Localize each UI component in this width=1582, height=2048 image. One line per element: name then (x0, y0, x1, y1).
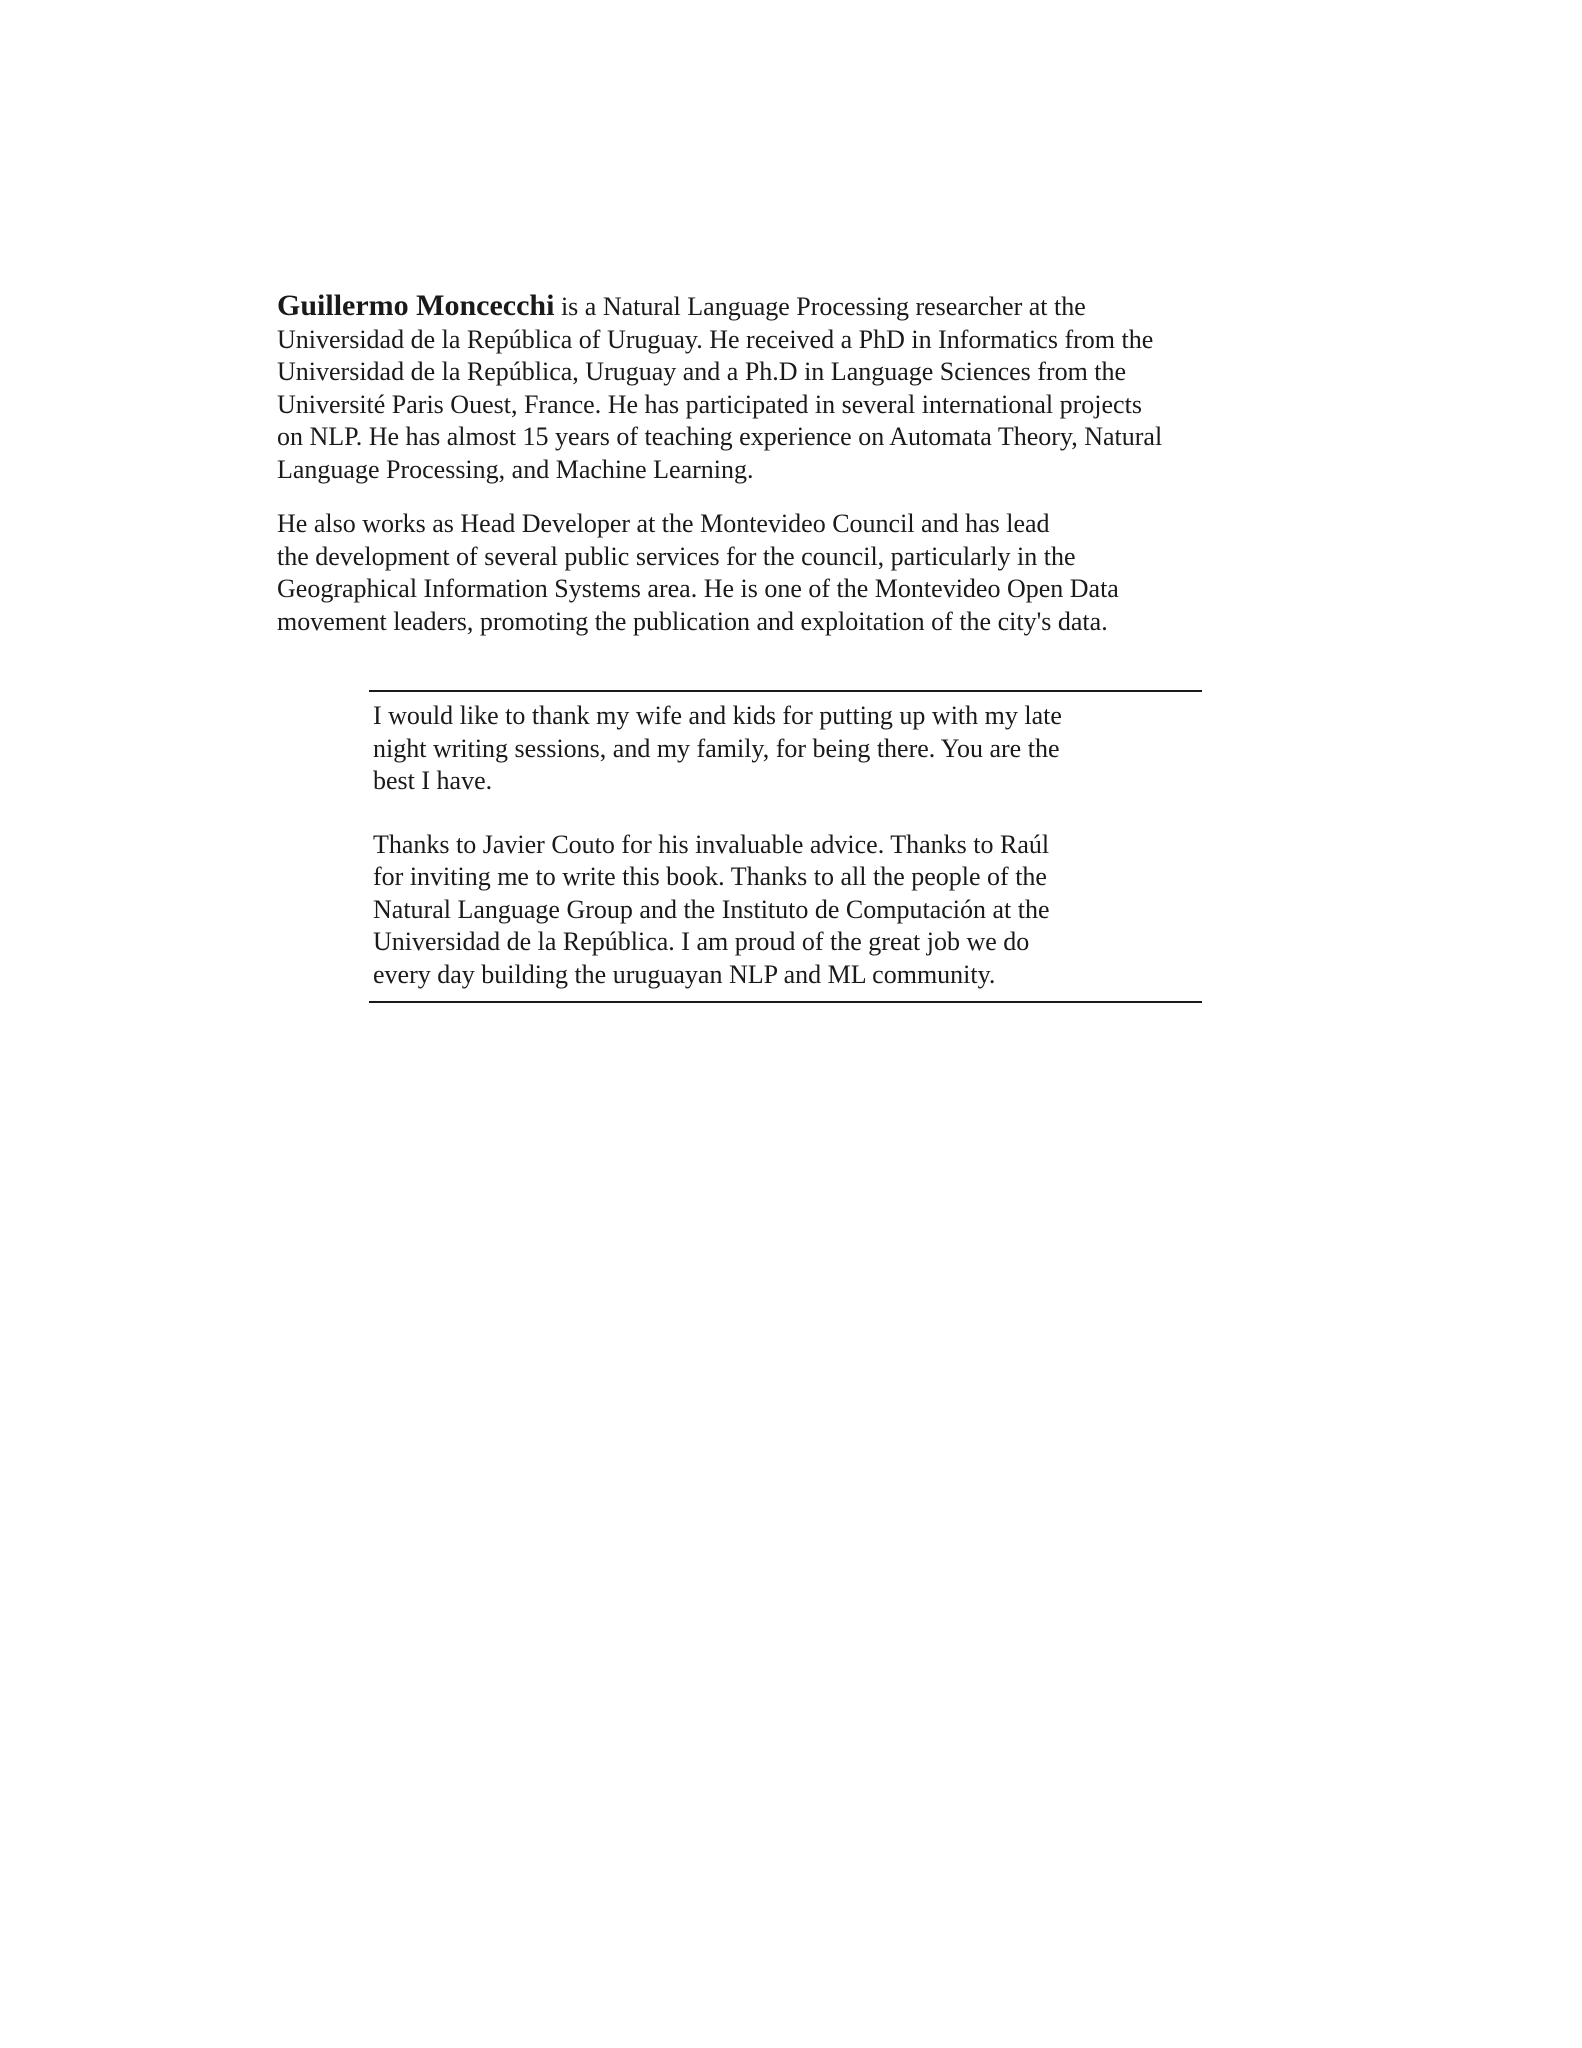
acknowledgments-line: I would like to thank my wife and kids for putting up with my late (373, 701, 1062, 730)
bio-line: the development of several public services for the council, particularly in the (277, 541, 1076, 571)
acknowledgments-paragraph-1 (373, 700, 1198, 798)
bio-line: movement leaders, promoting the publication and exploitation of the city's data. (277, 606, 1108, 636)
bio-line: He also works as Head Developer at the Montevideo Council and has lead (277, 509, 1050, 538)
acknowledgments-line: Universidad de la República. I am proud of the great job we do (373, 927, 1030, 956)
bio-line: on NLP. He has almost 15 years of teaching experience on Automata Theory, Natural (277, 422, 1163, 451)
bio-line: Université Paris Ouest, France. He has participated in several international projects (277, 389, 1142, 419)
bio-paragraph-2 (277, 508, 1317, 638)
bio-line (277, 290, 1317, 324)
bio-text: is a Natural Language Processing researcher at the (554, 292, 1086, 321)
acknowledgments-line: for inviting me to write this book. Thanks to all the people of the (373, 862, 1047, 891)
bio-line: Geographical Information Systems area. He is one of the Montevideo Open Data (277, 574, 1119, 603)
author-name: Guillermo Moncecchi (277, 289, 555, 322)
acknowledgments-line: best I have. (373, 766, 493, 795)
bio-line: Language Processing, and Machine Learning. (277, 454, 754, 484)
bio-line: Universidad de la República of Uruguay. He received a PhD in Informatics from the (277, 324, 1154, 354)
acknowledgments-line: night writing sessions, and my family, for being there. You are the (373, 733, 1060, 763)
bio-paragraph-1 (277, 290, 1317, 486)
acknowledgments-line: Thanks to Javier Couto for his invaluable advice. Thanks to Raúl (373, 829, 1050, 859)
bio-line: Universidad de la República, Uruguay and a Ph.D in Language Sciences from the (277, 357, 1127, 386)
acknowledgments-paragraph-2 (373, 829, 1198, 992)
acknowledgments-line: every day building the uruguayan NLP and ML community. (373, 959, 996, 989)
acknowledgments-box (369, 690, 1202, 1003)
author-bio (277, 290, 1317, 638)
acknowledgments-line: Natural Language Group and the Instituto de Computación at the (373, 894, 1050, 924)
